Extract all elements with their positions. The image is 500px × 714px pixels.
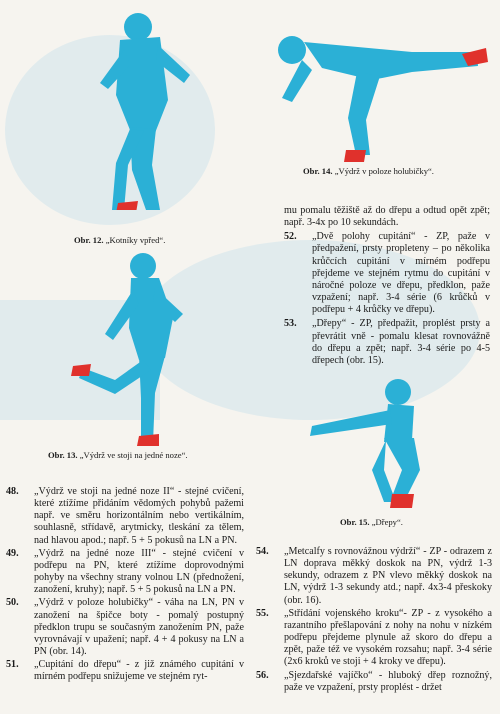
exercise-50 [6, 597, 244, 658]
exercise-54-text: „Metcalfy s rovnovážnou výdrží“ - ZP - odrazem z LN doprava měkký doskok na PN, výdrž 1-3 sekundy, odrazem z PN vlevo měkký doskok na LN, výdrž 1-3 sekundy atd.; např. 4x3-4 přeskoky (obr. 16). [284, 546, 492, 606]
figure-14-number: Obr. 14. [303, 166, 333, 176]
figure-14-caption [303, 167, 434, 176]
exercise-50-text: „Výdrž v poloze holubičky“ - váha na LN, PN v zanožení na špičce boty - pomalý postupný předklon trupu se současným zanožením PN, paže vyrovnávají v upažení; např. 4 + 4 pokusy na LN a PN (obr. 14). [34, 597, 244, 658]
figure-15-illustration [292, 370, 462, 510]
figure-14-illustration [262, 10, 492, 170]
figure-12-number: Obr. 12. [74, 235, 104, 245]
exercise-52-number: 52. [284, 231, 297, 243]
figure-12-caption [74, 236, 165, 245]
exercise-54-number: 54. [256, 546, 269, 557]
figure-15-caption [340, 518, 403, 527]
figure-13-caption [48, 451, 188, 460]
exercise-55 [256, 608, 492, 669]
exercise-52 [284, 231, 490, 316]
exercise-53-text: „Dřepy“ - ZP, předpažit, proplést prsty a převrátit vně - pomalu klesat rovnovážně do dřepu a zpět; např. 3-4 série po 4-5 dřepech (obr. 15). [312, 318, 490, 366]
left-bottom-text [6, 486, 244, 684]
right-bottom-text [256, 546, 492, 694]
figure-12-title: „Kotníky vpřed“. [105, 235, 166, 245]
exercise-51-number: 51. [6, 659, 19, 671]
exercise-53 [284, 318, 490, 367]
right-top-text [284, 205, 490, 367]
exercise-49-text: „Výdrž na jedné noze III“ - stejné cvičení v podřepu na PN, které ztížíme doprovodnými pohyby na všechny strany volnou LN (přednožení, zanožení, kruhy); např. 5 + 5 pokusů na LN a PN. [34, 547, 244, 596]
exercise-56-number: 56. [256, 669, 269, 681]
figure-15-title: „Dřepy“. [371, 517, 403, 527]
exercise-49-number: 49. [6, 547, 19, 559]
exercise-50-number: 50. [6, 597, 19, 609]
figure-14-title: „Výdrž v poloze holubičky“. [334, 166, 434, 176]
exercise-48-number: 48. [6, 486, 19, 497]
figure-13-number: Obr. 13. [48, 450, 78, 460]
exercise-56 [256, 670, 492, 694]
exercise-51-text: „Cupitání do dřepu“ - z již známého cupitání v mírném podřepu snižujeme ve stejném ryt- [34, 659, 244, 683]
exercise-55-number: 55. [256, 607, 269, 619]
exercise-48-text: „Výdrž ve stoji na jedné noze II“ - stejné cvičení, které ztížíme přidáním vědomých pohybů pažemi např. ve směru horizontálním nebo vertikálním, souhlasně, střídavě, arytmicky, tleskání za tělem, nad hlavou apod.; např. 5 + 5 pokusů na LN a PN. [34, 486, 244, 546]
figure-15-number: Obr. 15. [340, 517, 370, 527]
exercise-54 [256, 546, 492, 607]
exercise-48 [6, 486, 244, 547]
figure-13-title: „Výdrž ve stoji na jedné noze“. [79, 450, 188, 460]
exercise-56-text: „Sjezdařské vajíčko“ - hluboký dřep roznožný, paže ve vzpažení, prsty proplést - držet [284, 669, 492, 693]
exercise-55-text: „Střídání vojenského kroku“- ZP - z vysokého a razantního přešlapování z nohy na nohu v nízkém podřepu přejdeme plynule až skoro do dřepu a zpět, paže též ve vysokém rozsahu; např. 3-4 série (2x6 kroků ve stoji + 4 kroky ve dřepu). [284, 607, 492, 668]
exercise-53-number: 53. [284, 318, 297, 330]
figure-13-illustration [55, 248, 225, 448]
figure-12-illustration [20, 5, 230, 210]
exercise-52-text: „Dvě polohy cupitání“ - ZP, paže v předpažení, prsty propleteny – po několika krůčcích cupitání v mírném podřepu přejdeme ve stejném rytmu do cupitání v náročné poloze ve dřepu, předklon, paže vzpažení; např. 3-4 série (6 krůčků v podřepu + 4 krůčky ve dřepu). [312, 231, 490, 316]
continuation-51: mu pomalu těžiště až do dřepu a odtud opět zpět; např. 3-4x po 10 sekundách. [284, 205, 490, 229]
exercise-49 [6, 548, 244, 597]
exercise-51 [6, 659, 244, 683]
